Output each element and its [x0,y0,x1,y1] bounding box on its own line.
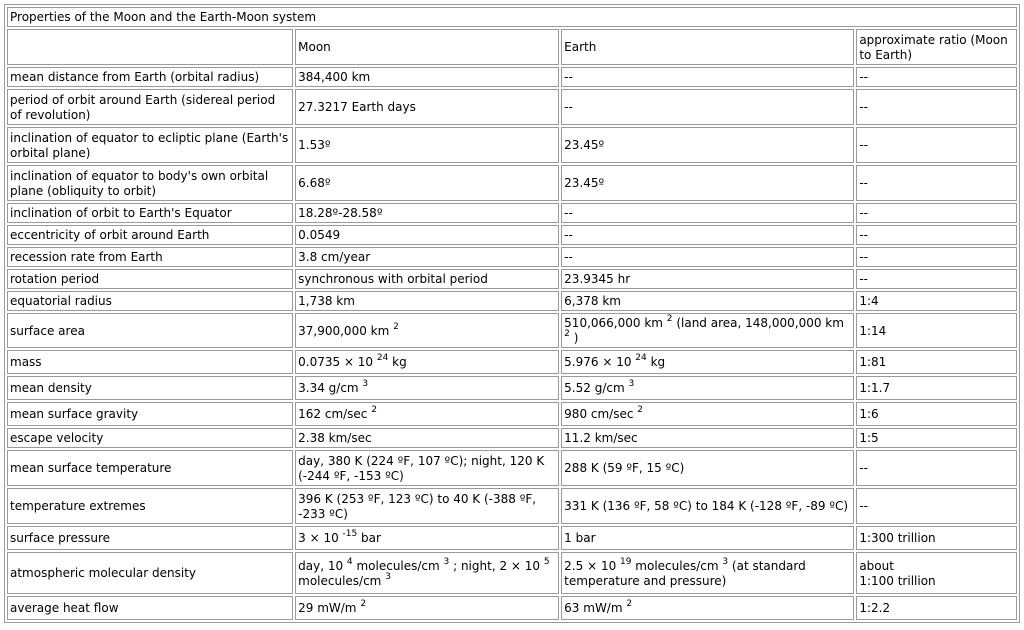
ratio-value-cell [856,376,1017,400]
property-cell: mean surface temperature [7,450,293,486]
superscript: 5 [543,556,550,567]
table-row [7,127,1017,163]
cell-text: 1 bar [564,531,596,545]
cell-text: 1:100 trillion [859,573,936,588]
cell-text: 0.0735 × 10 [298,355,377,369]
ratio-value-cell [856,313,1017,348]
cell-text: ; night, 2 × 10 [449,558,544,573]
ratio-value-cell [856,526,1017,550]
cell-text: 1:300 trillion [859,531,936,545]
property-cell: atmospheric molecular density [7,552,293,594]
superscript: 2 [637,405,644,415]
property-cell: surface pressure [7,526,293,550]
cell-text: -- [859,70,868,84]
ratio-value-cell [856,291,1017,311]
cell-text: 384,400 km [298,70,371,84]
earth-value-cell [561,450,854,486]
ratio-value-cell [856,596,1017,620]
cell-text: molecules/cm [298,573,386,588]
cell-text: -- [564,228,573,242]
cell-text: 2.38 km/sec [298,431,372,445]
earth-value-cell [561,225,854,245]
cell-text: 980 cm/sec [564,407,638,421]
header-row [7,29,1017,65]
cell-text: 1,738 km [298,294,355,308]
ratio-value-cell [856,269,1017,289]
table-row [7,428,1017,448]
ratio-value-cell [856,552,1017,594]
cell-text: -- [859,272,868,286]
earth-value-cell [561,247,854,267]
moon-value-cell [295,203,559,223]
cell-text: 3.8 cm/year [298,250,371,264]
ratio-value-cell [856,67,1017,87]
header-ratio: approximate ratio (Moon to Earth) [856,29,1017,65]
cell-text: 1:1.7 [859,381,891,395]
superscript: 3 [443,556,450,567]
moon-value-cell [295,552,559,594]
cell-text: bar [357,531,381,545]
cell-text: 63 mW/m [564,601,627,615]
property-cell: rotation period [7,269,293,289]
cell-text: 23.45º [564,138,605,152]
moon-value-cell [295,526,559,550]
moon-value-cell [295,488,559,524]
property-cell: escape velocity [7,428,293,448]
cell-text: 23.9345 hr [564,272,631,286]
table-row [7,350,1017,374]
superscript: 2 [564,329,570,339]
cell-text: 0.0549 [298,228,341,242]
earth-value-cell [561,488,854,524]
moon-value-cell [295,127,559,163]
superscript: 24 [376,353,389,363]
caption-row [7,7,1017,27]
earth-value-cell [561,203,854,223]
cell-text: 29 mW/m [298,601,361,615]
cell-text: 1:14 [859,323,887,338]
cell-text: 331 K (136 ºF, 58 ºC) to 184 K (-128 ºF, -89 ºC) [564,499,849,513]
cell-text: 1:6 [859,407,879,421]
table-row [7,313,1017,348]
table-row [7,552,1017,594]
table-row [7,67,1017,87]
cell-text: molecules/cm [631,558,723,573]
ratio-value-cell [856,450,1017,486]
property-cell: temperature extremes [7,488,293,524]
table-row [7,526,1017,550]
table-row [7,376,1017,400]
property-cell: average heat flow [7,596,293,620]
cell-text: 1:5 [859,431,879,445]
moon-value-cell [295,67,559,87]
property-cell: mean distance from Earth (orbital radius) [7,67,293,87]
properties-table [4,4,1020,623]
property-cell: mass [7,350,293,374]
cell-text: 37,900,000 km [298,323,394,338]
cell-text: synchronous with orbital period [298,272,488,286]
moon-value-cell [295,165,559,201]
cell-text: 1:4 [859,294,879,308]
cell-text: 6.68º [298,176,331,190]
cell-text: 1:2.2 [859,601,891,615]
cell-text: ) [569,331,579,345]
property-cell: surface area [7,313,293,348]
table-row [7,247,1017,267]
superscript: 2 [360,599,367,609]
cell-text: -- [859,138,868,152]
header-moon: Moon [295,29,559,65]
table-row [7,596,1017,620]
earth-value-cell [561,596,854,620]
cell-text: 18.28º-28.58º [298,206,383,220]
cell-text: (at standard temperature and pressure) [564,558,806,588]
ratio-value-cell [856,127,1017,163]
cell-text: 3.34 g/cm [298,381,363,395]
cell-text: (land area, 148,000,000 km [672,316,844,330]
superscript: 3 [362,379,369,389]
property-cell: mean surface gravity [7,402,293,426]
ratio-value-cell [856,488,1017,524]
superscript: 19 [620,556,632,567]
superscript: -15 [342,529,358,539]
cell-text: 3 × 10 [298,531,343,545]
superscript: 3 [722,556,729,567]
table-row [7,291,1017,311]
superscript: 3 [628,379,635,389]
moon-value-cell [295,376,559,400]
superscript: 4 [346,556,353,567]
earth-value-cell [561,376,854,400]
cell-text: -- [564,100,573,114]
table-row [7,269,1017,289]
earth-value-cell [561,526,854,550]
property-cell: eccentricity of orbit around Earth [7,225,293,245]
moon-value-cell [295,291,559,311]
earth-value-cell [561,402,854,426]
moon-value-cell [295,428,559,448]
table-row [7,89,1017,125]
cell-text: kg [646,355,666,369]
property-cell: mean density [7,376,293,400]
property-cell: inclination of orbit to Earth's Equator [7,203,293,223]
table-row [7,488,1017,524]
moon-value-cell [295,450,559,486]
property-cell: recession rate from Earth [7,247,293,267]
earth-value-cell [561,89,854,125]
superscript: 2 [666,314,673,324]
cell-text: 1:81 [859,355,887,369]
table-row [7,203,1017,223]
property-cell: inclination of equator to ecliptic plane (Earth's orbital plane) [7,127,293,163]
cell-text: -- [859,176,868,190]
superscript: 3 [385,571,391,582]
cell-text: 162 cm/sec [298,407,372,421]
ratio-value-cell [856,203,1017,223]
table-row [7,225,1017,245]
cell-text: 288 K (59 ºF, 15 ºC) [564,461,685,475]
moon-value-cell [295,247,559,267]
cell-text: day, 10 [298,558,347,573]
moon-value-cell [295,313,559,348]
ratio-value-cell [856,428,1017,448]
superscript: 2 [393,321,399,332]
ratio-value-cell [856,402,1017,426]
ratio-value-cell [856,89,1017,125]
ratio-value-cell [856,350,1017,374]
earth-value-cell [561,165,854,201]
cell-text: -- [859,461,868,475]
cell-text: 396 K (253 ºF, 123 ºC) to 40 K (-388 ºF, -233 ºC) [298,491,537,521]
cell-text: 23.45º [564,176,605,190]
property-cell: inclination of equator to body's own orbital plane (obliquity to orbit) [7,165,293,201]
table-row [7,450,1017,486]
superscript: 24 [635,353,647,363]
moon-value-cell [295,350,559,374]
earth-value-cell [561,552,854,594]
table-row [7,402,1017,426]
cell-text: -- [859,206,868,220]
moon-value-cell [295,225,559,245]
ratio-value-cell [856,225,1017,245]
cell-text: 1.53º [298,138,331,152]
property-cell: equatorial radius [7,291,293,311]
cell-text: day, 380 K (224 ºF, 107 ºC); night, 120 K (-244 ºF, -153 ºC) [298,453,545,483]
cell-text: -- [564,70,573,84]
cell-text: -- [859,100,868,114]
cell-text: -- [859,250,868,264]
header-earth: Earth [561,29,854,65]
header-property [7,29,293,65]
earth-value-cell [561,313,854,348]
superscript: 2 [626,599,633,609]
earth-value-cell [561,428,854,448]
cell-text: -- [564,206,573,220]
table-row [7,165,1017,201]
cell-text: -- [564,250,573,264]
cell-text: 27.3217 Earth days [298,100,416,114]
table-title: Properties of the Moon and the Earth-Moon system [7,7,1017,27]
cell-text: kg [388,355,407,369]
ratio-value-cell [856,247,1017,267]
cell-text: molecules/cm [352,558,444,573]
cell-text: 2.5 × 10 [564,558,621,573]
ratio-value-cell [856,165,1017,201]
cell-text: -- [859,228,868,242]
earth-value-cell [561,67,854,87]
moon-value-cell [295,89,559,125]
cell-text: 5.976 × 10 [564,355,636,369]
cell-text: -- [859,499,868,513]
earth-value-cell [561,269,854,289]
moon-value-cell [295,269,559,289]
cell-text: 5.52 g/cm [564,381,629,395]
cell-text: 510,066,000 km [564,316,667,330]
moon-value-cell [295,596,559,620]
superscript: 2 [371,405,377,415]
property-cell: period of orbit around Earth (sidereal period of revolution) [7,89,293,125]
cell-text: 11.2 km/sec [564,431,638,445]
properties-table-container [4,4,1020,623]
earth-value-cell [561,350,854,374]
earth-value-cell [561,291,854,311]
cell-text: 6,378 km [564,294,621,308]
cell-text: about [859,558,894,573]
earth-value-cell [561,127,854,163]
moon-value-cell [295,402,559,426]
